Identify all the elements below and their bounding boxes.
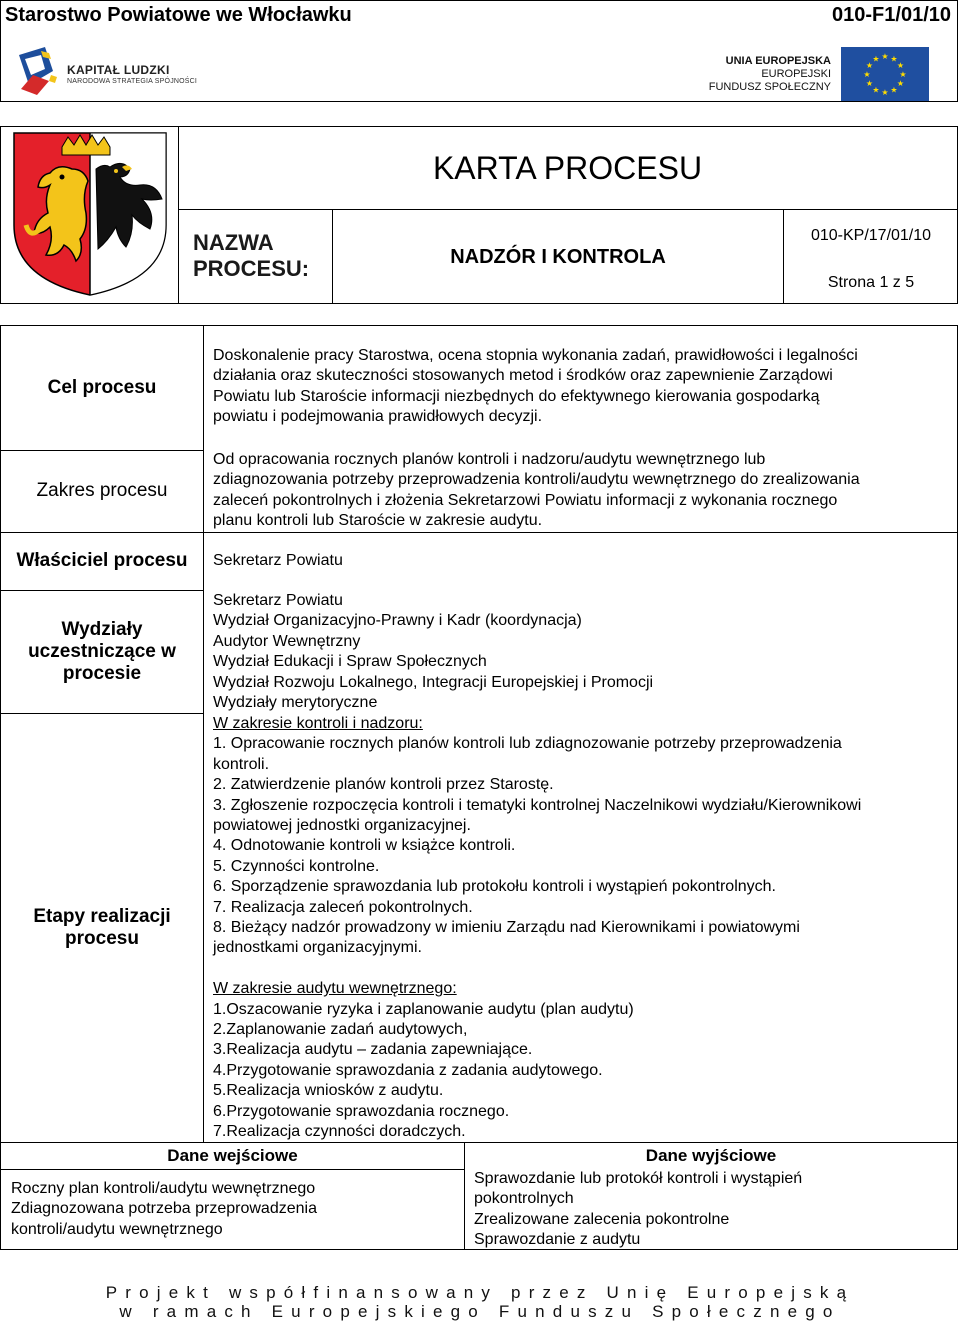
eu-flag-icon — [841, 47, 929, 101]
kapital-ludzki-emblem-icon — [15, 45, 59, 97]
svg-text:★: ★ — [896, 79, 905, 88]
document-number: 010-KP/17/01/10 — [810, 227, 932, 244]
department-item: Wydział Organizacyjno-Prawny i Kadr (koordynacja) — [213, 612, 582, 630]
scope-line: Od opracowania rocznych planów kontroli i nadzoru/audytu wewnętrznego lub — [213, 451, 766, 468]
input-item: kontroli/audytu wewnętrznego — [11, 1220, 223, 1238]
control-step: kontroli. — [213, 755, 270, 773]
goal-line: powiatu i podejmowania prawidłowych decyzji. — [213, 408, 543, 426]
owner-line: Sekretarz Powiatu — [213, 552, 343, 569]
control-step: 3. Zgłoszenie rozpoczęcia kontroli i tematyki kontrolnej Naczelnikowi wydziału/Kierownikowi — [213, 796, 862, 814]
control-step: 6. Sporządzenie sprawozdania lub protokołu kontroli i wystąpień pokontrolnych. — [213, 878, 776, 896]
stages-label: Etapy realizacji procesu — [1, 713, 204, 1142]
office-name: Starostwo Powiatowe we Włocławku — [5, 4, 352, 26]
audit-step: 2.Zaplanowanie zadań audytowych, — [213, 1021, 468, 1039]
inputs-cell — [1, 1143, 465, 1250]
svg-text:★: ★ — [890, 54, 898, 64]
audit-step: 3.Realizacja audytu – zadania zapewniające. — [213, 1041, 533, 1059]
crest-cell — [1, 127, 179, 303]
audit-step: 5.Realizacja wniosków z audytu. — [213, 1082, 444, 1100]
scope-line: zdiagnozowania potrzeby przeprowadzenia kontroli/audytu wewnętrznego do zrealizowania — [213, 471, 860, 489]
output-item: pokontrolnych — [474, 1190, 574, 1208]
goal-line: Doskonalenie pracy Starostwa, ocena stopnia wykonania zadań, prawidłowości i legalności — [213, 347, 858, 364]
department-item: Wydział Rozwoju Lokalnego, Integracji Europejskiej i Promocji — [213, 673, 654, 691]
control-step: 1. Opracowanie rocznych planów kontroli lub zdiagnozowanie potrzeby przeprowadzenia — [213, 735, 842, 753]
kl-title: KAPITAŁ LUDZKI — [67, 63, 170, 77]
document-meta — [783, 209, 958, 304]
audit-step: 6.Przygotowanie sprawozdania rocznego. — [213, 1102, 510, 1120]
departments-label: Wydziały uczestniczące w procesie — [1, 590, 204, 713]
goal-text — [213, 346, 858, 428]
scope-text — [213, 450, 860, 532]
output-item: Sprawozdanie lub protokół kontroli i wystąpień — [474, 1170, 803, 1187]
control-step: 7. Realizacja zaleceń pokontrolnych. — [213, 898, 473, 916]
page-info: Strona 1 z 5 — [827, 274, 915, 291]
owner-value — [213, 551, 343, 571]
goal-label: Cel procesu — [1, 326, 204, 450]
svg-text:★: ★ — [865, 61, 874, 70]
svg-text:★: ★ — [865, 79, 874, 88]
audit-step: 4.Przygotowanie sprawozdania z zadania audytowego. — [213, 1061, 603, 1079]
control-heading: W zakresie kontroli i nadzoru: — [213, 715, 423, 732]
input-item: Roczny plan kontroli/audytu wewnętrznego — [11, 1180, 316, 1197]
footer-line-2: w ramach Europejskiego Funduszu Społecznego — [119, 1302, 841, 1321]
name-label-line-2: PROCESU: — [193, 256, 310, 281]
card-title: KARTA PROCESU — [432, 149, 703, 186]
outputs-heading: Dane wyjściowe — [645, 1146, 777, 1165]
eu-logo — [701, 47, 931, 101]
stages-content — [213, 714, 861, 1143]
eu-logo-text — [709, 55, 831, 94]
eu-line-2: EUROPEJSKI — [761, 68, 831, 80]
control-step: 8. Bieżący nadzór prowadzony w imieniu Zarządu nad Kierownikami i powiatowymi — [213, 919, 800, 937]
eu-line-1: UNIA EUROPEJSKA — [725, 55, 831, 67]
control-step: 5. Czynności kontrolne. — [213, 857, 380, 875]
control-step: 2. Zatwierdzenie planów kontroli przez Starostę. — [213, 776, 554, 794]
inputs-heading: Dane wejściowe — [167, 1146, 298, 1165]
department-item: Wydziały merytoryczne — [213, 694, 378, 712]
control-step: jednostkami organizacyjnymi. — [213, 939, 422, 957]
eu-line-3: FUNDUSZ SPOŁECZNY — [708, 81, 831, 93]
svg-text:★: ★ — [872, 54, 880, 64]
department-item: Sekretarz Powiatu — [213, 592, 343, 609]
department-item: Audytor Wewnętrzny — [213, 632, 361, 650]
audit-step: 7.Realizacja czynności doradczych. — [213, 1123, 466, 1141]
name-label-line-1: NAZWA — [193, 230, 274, 255]
audit-step: 1.Oszacowanie ryzyka i zaplanowanie audytu (plan audytu) — [213, 1000, 634, 1018]
kapital-ludzki-logo — [15, 45, 215, 97]
form-code: 010-F1/01/10 — [832, 4, 951, 26]
svg-text:★: ★ — [872, 85, 880, 95]
goal-line: działania oraz skuteczności stosowanych metod i środków oraz zapewnienie Zarządowi — [213, 367, 833, 385]
footer-line-1: Projekt współfinansowany przez Unię Europejską — [105, 1283, 855, 1302]
control-step: 4. Odnotowanie kontroli w książce kontroli. — [213, 837, 516, 855]
county-crest-icon — [10, 129, 170, 299]
inputs-heading-divider — [1, 1169, 464, 1170]
process-name: NADZÓR I KONTROLA — [333, 209, 783, 304]
outputs-list — [474, 1169, 802, 1251]
input-item: Zdiagnozowana potrzeba przeprowadzenia — [11, 1200, 317, 1218]
process-name-label — [178, 209, 333, 304]
kl-subtitle: NARODOWA STRATEGIA SPÓJNOŚCI — [67, 78, 198, 85]
blank-line — [213, 959, 861, 979]
inputs-list — [11, 1179, 317, 1240]
output-item: Zrealizowane zalecenia pokontrolne — [474, 1210, 730, 1228]
department-item: Wydział Edukacji i Spraw Społecznych — [213, 653, 487, 671]
process-card-header — [0, 126, 958, 304]
process-table — [0, 325, 958, 1250]
departments-list — [213, 591, 653, 713]
svg-text:★: ★ — [899, 70, 907, 79]
output-item: Sprawozdanie z audytu — [474, 1231, 641, 1249]
owner-label: Właściciel procesu — [1, 532, 204, 590]
svg-text:★: ★ — [896, 61, 905, 70]
svg-text:★: ★ — [890, 85, 898, 95]
audit-heading: W zakresie audytu wewnętrznego: — [213, 980, 457, 998]
outputs-cell — [465, 1143, 957, 1250]
scope-line: zaleceń pokontrolnych i złożenia Sekretarzowi Powiatu informacji z wykonania rocznego — [213, 491, 838, 509]
goal-line: Powiatu lub Staroście informacji niezbędnych do efektywnego kierowania gospodarką — [213, 387, 820, 405]
io-row — [1, 1142, 957, 1250]
svg-text:★: ★ — [863, 70, 871, 79]
top-header — [0, 0, 958, 102]
scope-line: planu kontroli lub Staroście w zakresie audytu. — [213, 512, 543, 530]
svg-text:★: ★ — [881, 52, 889, 61]
scope-label: Zakres procesu — [1, 450, 204, 532]
control-step: powiatowej jednostki organizacyjnej. — [213, 817, 471, 835]
svg-text:★: ★ — [881, 88, 889, 97]
